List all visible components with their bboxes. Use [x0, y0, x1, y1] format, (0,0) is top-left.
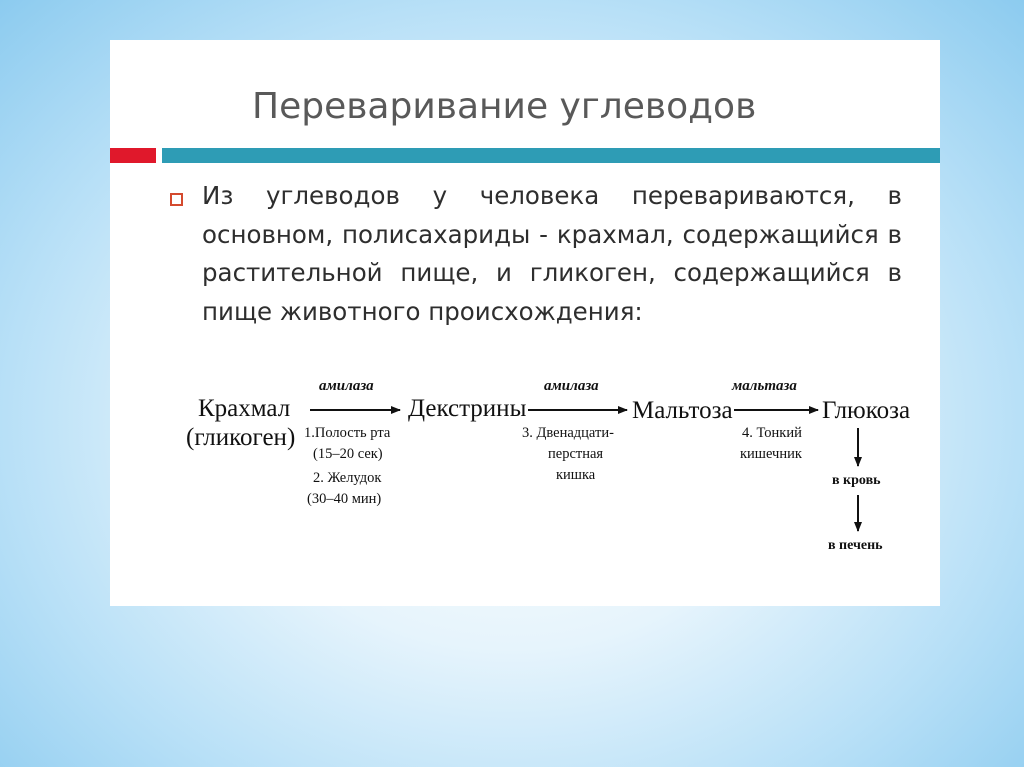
digestion-scheme: [110, 40, 940, 606]
slide: [110, 40, 940, 606]
site-duodenum-line2: перстная: [548, 446, 604, 462]
product-dextrins: Декстрины: [408, 395, 527, 422]
scheme-arrows: [110, 40, 940, 606]
enzyme-amylase-1: амилаза: [319, 378, 374, 394]
substrate-glycogen: (гликоген): [186, 424, 296, 451]
product-glucose: Глюкоза: [822, 397, 911, 424]
slide-title: Переваривание углеводов: [252, 86, 757, 127]
product-maltose: Мальтоза: [632, 397, 733, 424]
site-small-intestine-line2: кишечник: [740, 446, 802, 462]
site-oral-cavity: 1.Полость рта: [304, 425, 391, 441]
time-stomach: (30–40 мин): [307, 491, 382, 507]
destination-blood: в кровь: [832, 473, 881, 488]
destination-liver: в печень: [828, 538, 883, 553]
site-stomach: 2. Желудок: [313, 470, 382, 486]
site-small-intestine-line1: 4. Тонкий: [742, 425, 802, 441]
site-duodenum-line1: 3. Двенадцати-: [522, 425, 614, 441]
time-oral-cavity: (15–20 сек): [313, 446, 383, 462]
enzyme-amylase-2: амилаза: [544, 378, 599, 394]
site-duodenum-line3: кишка: [556, 467, 596, 483]
enzyme-maltase: мальтаза: [732, 378, 797, 394]
substrate-starch: Крахмал: [198, 395, 291, 422]
body-paragraph: Из углеводов у человека перевариваются, в основном, полисахариды - крахмал, содержащийся в растительной пище, и гликоген, содержащийся в пище животного происхождения:: [202, 181, 902, 326]
